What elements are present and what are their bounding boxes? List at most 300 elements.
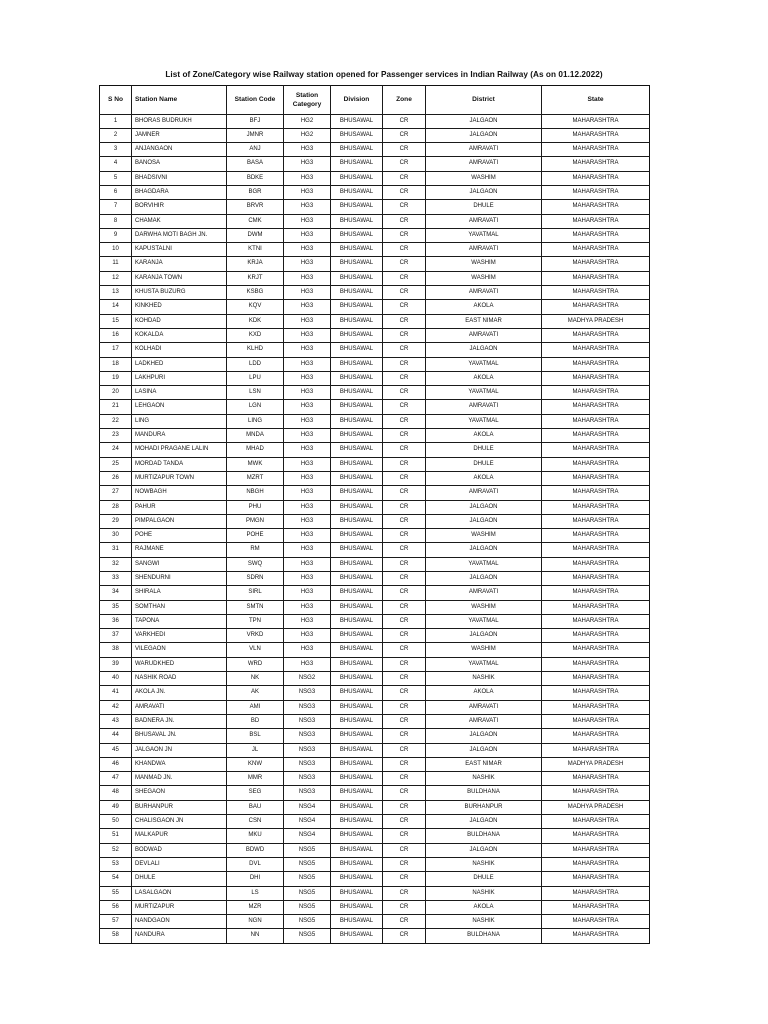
cell-station-name: KHUSTA BUZURG <box>132 286 227 300</box>
cell-district: JALGAON <box>426 543 542 557</box>
cell-division: BHUSAWAL <box>331 915 383 929</box>
cell-division: BHUSAWAL <box>331 300 383 314</box>
cell-division: BHUSAWAL <box>331 800 383 814</box>
cell-division: BHUSAWAL <box>331 757 383 771</box>
cell-station-name: BADNERA JN. <box>132 714 227 728</box>
cell-division: BHUSAWAL <box>331 572 383 586</box>
cell-sno: 23 <box>100 429 132 443</box>
cell-zone: CR <box>383 286 426 300</box>
cell-station-category: HG3 <box>284 457 331 471</box>
cell-zone: CR <box>383 886 426 900</box>
table-body <box>100 114 650 943</box>
cell-state: MAHARASHTRA <box>542 714 650 728</box>
table-row <box>100 614 650 628</box>
cell-sno: 58 <box>100 929 132 943</box>
cell-station-code: KLHD <box>227 343 284 357</box>
cell-district: WASHIM <box>426 529 542 543</box>
cell-division: BHUSAWAL <box>331 843 383 857</box>
cell-district: YAVATMAL <box>426 357 542 371</box>
cell-station-category: HG3 <box>284 657 331 671</box>
cell-district: AMRAVATI <box>426 400 542 414</box>
cell-station-code: LS <box>227 886 284 900</box>
cell-zone: CR <box>383 900 426 914</box>
cell-state: MAHARASHTRA <box>542 171 650 185</box>
cell-state: MAHARASHTRA <box>542 400 650 414</box>
cell-district: AKOLA <box>426 300 542 314</box>
cell-state: MAHARASHTRA <box>542 414 650 428</box>
table-row <box>100 657 650 671</box>
table-row <box>100 672 650 686</box>
cell-station-category: HG3 <box>284 614 331 628</box>
cell-station-category: HG3 <box>284 185 331 199</box>
cell-zone: CR <box>383 243 426 257</box>
cell-zone: CR <box>383 414 426 428</box>
cell-division: BHUSAWAL <box>331 171 383 185</box>
cell-sno: 56 <box>100 900 132 914</box>
cell-station-code: KSBG <box>227 286 284 300</box>
cell-district: BULDHANA <box>426 929 542 943</box>
cell-district: WASHIM <box>426 600 542 614</box>
cell-sno: 34 <box>100 586 132 600</box>
cell-station-code: BGR <box>227 185 284 199</box>
cell-station-code: DHI <box>227 872 284 886</box>
cell-district: JALGAON <box>426 843 542 857</box>
cell-division: BHUSAWAL <box>331 400 383 414</box>
cell-division: BHUSAWAL <box>331 714 383 728</box>
cell-station-category: HG3 <box>284 157 331 171</box>
cell-station-name: TAPONA <box>132 614 227 628</box>
cell-station-code: ANJ <box>227 143 284 157</box>
cell-state: MAHARASHTRA <box>542 271 650 285</box>
cell-station-code: NK <box>227 672 284 686</box>
cell-sno: 54 <box>100 872 132 886</box>
cell-division: BHUSAWAL <box>331 243 383 257</box>
cell-state: MAHARASHTRA <box>542 743 650 757</box>
cell-station-code: POHE <box>227 529 284 543</box>
cell-station-code: CMK <box>227 214 284 228</box>
cell-station-category: NSG3 <box>284 729 331 743</box>
cell-station-code: KQV <box>227 300 284 314</box>
cell-division: BHUSAWAL <box>331 643 383 657</box>
cell-station-code: BSL <box>227 729 284 743</box>
cell-zone: CR <box>383 228 426 242</box>
cell-state: MAHARASHTRA <box>542 857 650 871</box>
cell-station-name: LEHGAON <box>132 400 227 414</box>
cell-station-category: NSG3 <box>284 757 331 771</box>
cell-station-category: HG3 <box>284 286 331 300</box>
cell-state: MAHARASHTRA <box>542 600 650 614</box>
cell-sno: 15 <box>100 314 132 328</box>
cell-sno: 5 <box>100 171 132 185</box>
table-row <box>100 600 650 614</box>
cell-station-code: KRJA <box>227 257 284 271</box>
cell-sno: 38 <box>100 643 132 657</box>
cell-state: MAHARASHTRA <box>542 357 650 371</box>
cell-division: BHUSAWAL <box>331 829 383 843</box>
cell-zone: CR <box>383 572 426 586</box>
table-row <box>100 343 650 357</box>
cell-station-name: WARUDKHED <box>132 657 227 671</box>
cell-state: MAHARASHTRA <box>542 243 650 257</box>
cell-state: MAHARASHTRA <box>542 114 650 128</box>
cell-state: MAHARASHTRA <box>542 214 650 228</box>
cell-division: BHUSAWAL <box>331 886 383 900</box>
cell-division: BHUSAWAL <box>331 386 383 400</box>
cell-station-code: PHU <box>227 500 284 514</box>
cell-zone: CR <box>383 929 426 943</box>
cell-district: AKOLA <box>426 371 542 385</box>
table-row <box>100 128 650 142</box>
cell-zone: CR <box>383 514 426 528</box>
header-state: State <box>542 86 650 115</box>
cell-sno: 48 <box>100 786 132 800</box>
table-row <box>100 143 650 157</box>
cell-state: MAHARASHTRA <box>542 629 650 643</box>
cell-zone: CR <box>383 757 426 771</box>
cell-station-code: MZR <box>227 900 284 914</box>
cell-state: MADHYA PRADESH <box>542 314 650 328</box>
cell-state: MAHARASHTRA <box>542 128 650 142</box>
cell-district: AMRAVATI <box>426 143 542 157</box>
cell-sno: 21 <box>100 400 132 414</box>
cell-state: MAHARASHTRA <box>542 672 650 686</box>
cell-station-code: SIRL <box>227 586 284 600</box>
table-row <box>100 900 650 914</box>
table-row <box>100 800 650 814</box>
cell-state: MAHARASHTRA <box>542 371 650 385</box>
cell-zone: CR <box>383 357 426 371</box>
cell-station-code: VLN <box>227 643 284 657</box>
cell-district: AMRAVATI <box>426 586 542 600</box>
cell-station-name: SOMTHAN <box>132 600 227 614</box>
cell-sno: 14 <box>100 300 132 314</box>
cell-station-category: HG3 <box>284 643 331 657</box>
cell-station-name: NOWBAGH <box>132 486 227 500</box>
cell-station-category: NSG5 <box>284 857 331 871</box>
cell-district: AMRAVATI <box>426 286 542 300</box>
cell-station-name: SHENDURNI <box>132 572 227 586</box>
cell-station-name: AKOLA JN. <box>132 686 227 700</box>
cell-division: BHUSAWAL <box>331 929 383 943</box>
cell-district: JALGAON <box>426 629 542 643</box>
cell-station-category: HG3 <box>284 371 331 385</box>
cell-division: BHUSAWAL <box>331 729 383 743</box>
cell-district: AMRAVATI <box>426 328 542 342</box>
header-sno: S No <box>100 86 132 115</box>
cell-zone: CR <box>383 214 426 228</box>
cell-district: AMRAVATI <box>426 243 542 257</box>
cell-station-code: SWQ <box>227 557 284 571</box>
cell-station-code: BRVR <box>227 200 284 214</box>
cell-station-category: NSG5 <box>284 843 331 857</box>
cell-division: BHUSAWAL <box>331 143 383 157</box>
cell-division: BHUSAWAL <box>331 629 383 643</box>
cell-station-name: MANMAD JN. <box>132 772 227 786</box>
cell-station-code: AMI <box>227 700 284 714</box>
cell-division: BHUSAWAL <box>331 185 383 199</box>
cell-station-code: PMGN <box>227 514 284 528</box>
cell-zone: CR <box>383 128 426 142</box>
cell-zone: CR <box>383 800 426 814</box>
header-division: Division <box>331 86 383 115</box>
cell-division: BHUSAWAL <box>331 214 383 228</box>
cell-station-code: AK <box>227 686 284 700</box>
cell-station-code: MNDA <box>227 429 284 443</box>
cell-zone: CR <box>383 772 426 786</box>
cell-district: BULDHANA <box>426 786 542 800</box>
cell-state: MAHARASHTRA <box>542 429 650 443</box>
cell-station-code: LSN <box>227 386 284 400</box>
cell-sno: 3 <box>100 143 132 157</box>
cell-division: BHUSAWAL <box>331 443 383 457</box>
cell-station-category: HG3 <box>284 228 331 242</box>
cell-zone: CR <box>383 386 426 400</box>
cell-sno: 45 <box>100 743 132 757</box>
cell-district: EAST NIMAR <box>426 314 542 328</box>
cell-state: MAHARASHTRA <box>542 572 650 586</box>
cell-station-category: HG3 <box>284 557 331 571</box>
cell-station-category: NSG4 <box>284 829 331 843</box>
cell-district: JALGAON <box>426 114 542 128</box>
cell-station-code: LPU <box>227 371 284 385</box>
cell-zone: CR <box>383 672 426 686</box>
cell-division: BHUSAWAL <box>331 286 383 300</box>
cell-zone: CR <box>383 443 426 457</box>
table-row <box>100 371 650 385</box>
cell-sno: 25 <box>100 457 132 471</box>
cell-district: AKOLA <box>426 900 542 914</box>
cell-division: BHUSAWAL <box>331 657 383 671</box>
cell-sno: 42 <box>100 700 132 714</box>
cell-station-category: NSG4 <box>284 815 331 829</box>
cell-station-code: MKU <box>227 829 284 843</box>
cell-station-code: MZRT <box>227 471 284 485</box>
cell-station-name: BORVIHIR <box>132 200 227 214</box>
cell-station-name: KARANJA TOWN <box>132 271 227 285</box>
cell-district: AKOLA <box>426 429 542 443</box>
cell-sno: 47 <box>100 772 132 786</box>
cell-sno: 55 <box>100 886 132 900</box>
cell-station-name: BHADSIVNI <box>132 171 227 185</box>
cell-state: MAHARASHTRA <box>542 900 650 914</box>
cell-state: MAHARASHTRA <box>542 486 650 500</box>
cell-sno: 29 <box>100 514 132 528</box>
cell-zone: CR <box>383 471 426 485</box>
cell-station-category: HG3 <box>284 257 331 271</box>
cell-state: MAHARASHTRA <box>542 328 650 342</box>
cell-sno: 50 <box>100 815 132 829</box>
cell-division: BHUSAWAL <box>331 586 383 600</box>
cell-station-name: BHUSAVAL JN. <box>132 729 227 743</box>
cell-sno: 46 <box>100 757 132 771</box>
cell-station-category: HG2 <box>284 128 331 142</box>
cell-division: BHUSAWAL <box>331 328 383 342</box>
cell-division: BHUSAWAL <box>331 529 383 543</box>
cell-sno: 2 <box>100 128 132 142</box>
cell-station-name: MALKAPUR <box>132 829 227 843</box>
cell-district: DHULE <box>426 443 542 457</box>
cell-station-name: PAHUR <box>132 500 227 514</box>
cell-station-name: JAMNER <box>132 128 227 142</box>
cell-station-category: NSG2 <box>284 672 331 686</box>
cell-division: BHUSAWAL <box>331 357 383 371</box>
cell-state: MAHARASHTRA <box>542 643 650 657</box>
table-row <box>100 743 650 757</box>
cell-district: WASHIM <box>426 257 542 271</box>
cell-district: JALGAON <box>426 514 542 528</box>
cell-station-name: LADKHED <box>132 357 227 371</box>
cell-sno: 49 <box>100 800 132 814</box>
cell-state: MAHARASHTRA <box>542 815 650 829</box>
table-row <box>100 457 650 471</box>
cell-zone: CR <box>383 600 426 614</box>
cell-zone: CR <box>383 343 426 357</box>
cell-district: JALGAON <box>426 729 542 743</box>
cell-division: BHUSAWAL <box>331 343 383 357</box>
cell-sno: 9 <box>100 228 132 242</box>
cell-state: MADHYA PRADESH <box>542 757 650 771</box>
cell-district: AMRAVATI <box>426 714 542 728</box>
document-title: List of Zone/Category wise Railway station opened for Passenger services in Indian Railway (As on 01.12.2022) <box>165 70 603 79</box>
cell-station-code: BD <box>227 714 284 728</box>
cell-sno: 13 <box>100 286 132 300</box>
table-row <box>100 857 650 871</box>
cell-station-category: HG3 <box>284 200 331 214</box>
cell-district: DHULE <box>426 200 542 214</box>
cell-zone: CR <box>383 157 426 171</box>
cell-station-code: KTNI <box>227 243 284 257</box>
cell-station-name: KINKHED <box>132 300 227 314</box>
cell-sno: 41 <box>100 686 132 700</box>
cell-station-category: HG3 <box>284 143 331 157</box>
cell-zone: CR <box>383 857 426 871</box>
cell-sno: 28 <box>100 500 132 514</box>
cell-station-category: NSG5 <box>284 872 331 886</box>
table-row <box>100 729 650 743</box>
cell-station-category: NSG5 <box>284 929 331 943</box>
cell-station-category: HG3 <box>284 529 331 543</box>
table-row <box>100 429 650 443</box>
cell-sno: 22 <box>100 414 132 428</box>
cell-sno: 24 <box>100 443 132 457</box>
cell-district: YAVATMAL <box>426 614 542 628</box>
cell-zone: CR <box>383 743 426 757</box>
cell-state: MAHARASHTRA <box>542 700 650 714</box>
cell-station-name: SHIRALA <box>132 586 227 600</box>
cell-state: MAHARASHTRA <box>542 829 650 843</box>
cell-state: MAHARASHTRA <box>542 471 650 485</box>
cell-station-name: LASALGAON <box>132 886 227 900</box>
table-row <box>100 772 650 786</box>
cell-district: JALGAON <box>426 743 542 757</box>
cell-station-code: JL <box>227 743 284 757</box>
cell-state: MAHARASHTRA <box>542 257 650 271</box>
cell-district: AMRAVATI <box>426 157 542 171</box>
cell-district: AKOLA <box>426 471 542 485</box>
cell-division: BHUSAWAL <box>331 314 383 328</box>
cell-station-category: NSG3 <box>284 743 331 757</box>
cell-station-category: HG3 <box>284 400 331 414</box>
table-row <box>100 572 650 586</box>
cell-division: BHUSAWAL <box>331 557 383 571</box>
cell-state: MAHARASHTRA <box>542 657 650 671</box>
table-row <box>100 815 650 829</box>
cell-station-name: KOHDAD <box>132 314 227 328</box>
cell-station-category: HG3 <box>284 386 331 400</box>
cell-district: AMRAVATI <box>426 700 542 714</box>
table-row <box>100 243 650 257</box>
cell-state: MAHARASHTRA <box>542 514 650 528</box>
header-station-code: Station Code <box>227 86 284 115</box>
cell-station-category: HG2 <box>284 114 331 128</box>
cell-state: MAHARASHTRA <box>542 614 650 628</box>
cell-sno: 12 <box>100 271 132 285</box>
cell-district: NASHIK <box>426 772 542 786</box>
cell-station-category: HG3 <box>284 629 331 643</box>
cell-state: MAHARASHTRA <box>542 457 650 471</box>
table-header-row <box>100 86 650 115</box>
station-table <box>99 85 650 944</box>
cell-division: BHUSAWAL <box>331 857 383 871</box>
cell-state: MAHARASHTRA <box>542 686 650 700</box>
cell-station-category: HG3 <box>284 300 331 314</box>
table-row <box>100 200 650 214</box>
cell-station-code: MHAD <box>227 443 284 457</box>
cell-state: MAHARASHTRA <box>542 386 650 400</box>
cell-station-category: HG3 <box>284 343 331 357</box>
cell-sno: 19 <box>100 371 132 385</box>
cell-zone: CR <box>383 257 426 271</box>
cell-station-name: AMRAVATI <box>132 700 227 714</box>
table-row <box>100 829 650 843</box>
cell-station-name: NASHIK ROAD <box>132 672 227 686</box>
cell-sno: 8 <box>100 214 132 228</box>
cell-station-name: MURTIZAPUR <box>132 900 227 914</box>
cell-station-name: RAJMANE <box>132 543 227 557</box>
cell-zone: CR <box>383 643 426 657</box>
table-row <box>100 543 650 557</box>
table-row <box>100 714 650 728</box>
cell-state: MAHARASHTRA <box>542 772 650 786</box>
cell-station-code: BASA <box>227 157 284 171</box>
cell-zone: CR <box>383 200 426 214</box>
cell-station-category: HG3 <box>284 429 331 443</box>
cell-station-name: MANDURA <box>132 429 227 443</box>
cell-station-category: HG3 <box>284 328 331 342</box>
cell-station-name: BHAGDARA <box>132 185 227 199</box>
table-row <box>100 872 650 886</box>
cell-station-name: ANJANGAON <box>132 143 227 157</box>
cell-district: AMRAVATI <box>426 486 542 500</box>
cell-division: BHUSAWAL <box>331 257 383 271</box>
cell-division: BHUSAWAL <box>331 457 383 471</box>
cell-zone: CR <box>383 114 426 128</box>
cell-station-code: SDRN <box>227 572 284 586</box>
cell-station-category: HG3 <box>284 443 331 457</box>
cell-station-code: NBGH <box>227 486 284 500</box>
cell-district: YAVATMAL <box>426 657 542 671</box>
cell-district: YAVATMAL <box>426 228 542 242</box>
table-row <box>100 400 650 414</box>
cell-station-name: NANDURA <box>132 929 227 943</box>
cell-station-category: HG3 <box>284 471 331 485</box>
cell-sno: 30 <box>100 529 132 543</box>
cell-station-code: WRD <box>227 657 284 671</box>
cell-station-category: HG3 <box>284 214 331 228</box>
cell-zone: CR <box>383 529 426 543</box>
cell-district: JALGAON <box>426 128 542 142</box>
cell-station-code: VRKD <box>227 629 284 643</box>
